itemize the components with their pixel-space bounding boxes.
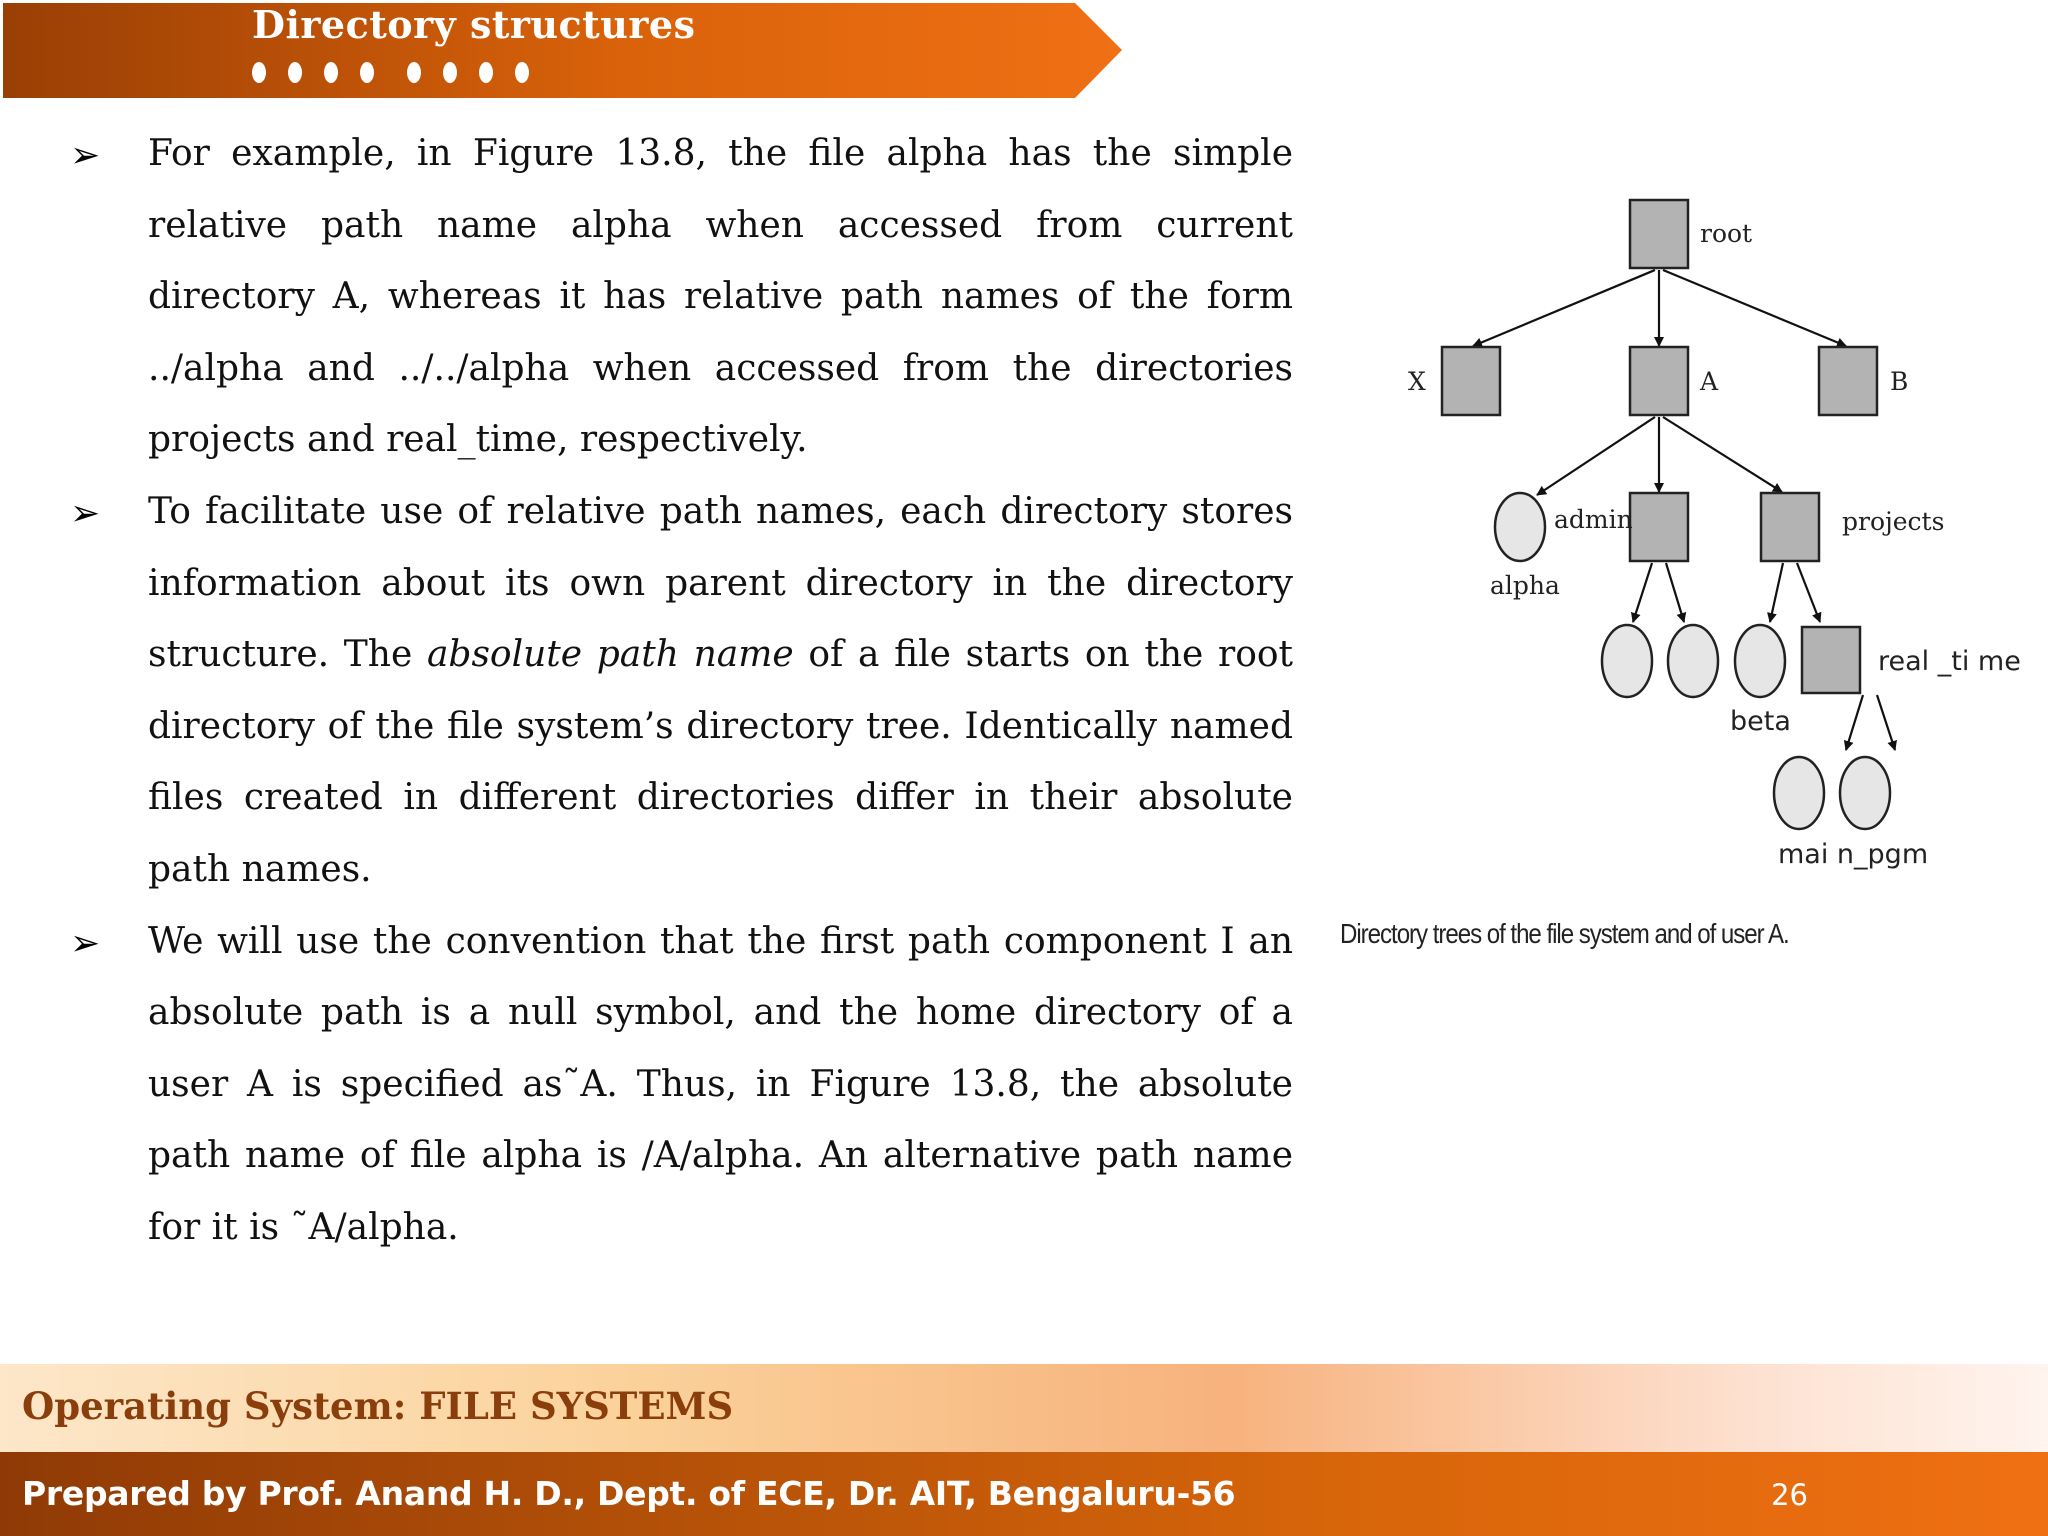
admin-label: admin xyxy=(1554,505,1633,534)
footer-credit-band xyxy=(0,1452,2048,1536)
main-pgm-file-node xyxy=(1840,757,1890,829)
directory-tree-diagram xyxy=(1330,190,2030,910)
root-label: root xyxy=(1700,219,1753,248)
file-node xyxy=(1774,757,1824,829)
x-directory-node xyxy=(1442,347,1500,415)
emphasized-term: absolute path name xyxy=(426,634,794,676)
a-label: A xyxy=(1700,367,1719,396)
bullet-paragraph xyxy=(148,906,1293,1264)
file-node xyxy=(1602,625,1652,697)
b-directory-node xyxy=(1819,347,1877,415)
bullet-item xyxy=(70,906,1295,1264)
arrow-bullet-icon: ➢ xyxy=(70,922,101,964)
real-time-label: real _ti me xyxy=(1878,646,2021,677)
page-number: 26 xyxy=(1771,1478,1808,1512)
root-directory-node xyxy=(1630,200,1688,268)
bullet-paragraph xyxy=(148,476,1293,906)
bullet-text: To facilitate use of relative path names, each directory stores information about its own parent directory in the directory structure. The xyxy=(148,490,1293,676)
beta-file-node xyxy=(1735,625,1785,697)
projects-directory-node xyxy=(1761,493,1819,561)
projects-label: projects xyxy=(1842,507,1945,536)
arrow-bullet-icon: ➢ xyxy=(70,135,101,176)
bullet-item xyxy=(70,118,1295,476)
bullet-paragraph xyxy=(148,118,1293,476)
slide-content xyxy=(70,118,1295,1264)
course-subject: Operating System: FILE SYSTEMS xyxy=(22,1384,734,1428)
bullet-text: For example, in Figure 13.8, the file alpha has the simple relative path name alpha when accessed from current directory A, whereas it has relative path names of the form ../alpha and ../../alpha when accessed from the directories projects and real_time, respectively. xyxy=(148,133,1293,461)
footer-subject-band xyxy=(0,1364,2048,1452)
b-label: B xyxy=(1890,367,1909,396)
real-time-directory-node xyxy=(1802,627,1860,693)
x-label: X xyxy=(1408,367,1426,396)
bullet-text: We will use the convention that the first path component I an absolute path is a null symbol, and the home directory of a user A is specified as˜A. Thus, in Figure 13.8, the absolute path name of file alpha is /A/alpha. An alternative path name for it is ˜A/alpha. xyxy=(148,920,1293,1248)
file-node xyxy=(1668,625,1718,697)
a-directory-node xyxy=(1630,347,1688,415)
directory-tree-figure xyxy=(1330,190,2030,960)
alpha-file-node xyxy=(1495,493,1545,561)
bullet-text: of a file starts on the root directory of the file system’s directory tree. Identically named files created in different directories differ in their absolute path names. xyxy=(148,634,1294,890)
bullet-item xyxy=(70,476,1295,906)
main-pgm-label: mai n_pgm xyxy=(1778,839,1929,870)
figure-caption: Directory trees of the file system and of user A. xyxy=(1340,918,1789,949)
slide-title: Directory structures xyxy=(252,2,696,47)
alpha-label: alpha xyxy=(1490,571,1560,600)
admin-directory-node xyxy=(1630,493,1688,561)
author-credit: Prepared by Prof. Anand H. D., Dept. of ECE, Dr. AIT, Bengaluru-56 xyxy=(22,1474,1236,1513)
arrow-bullet-icon: ➢ xyxy=(70,492,101,534)
beta-label: beta xyxy=(1730,706,1791,737)
